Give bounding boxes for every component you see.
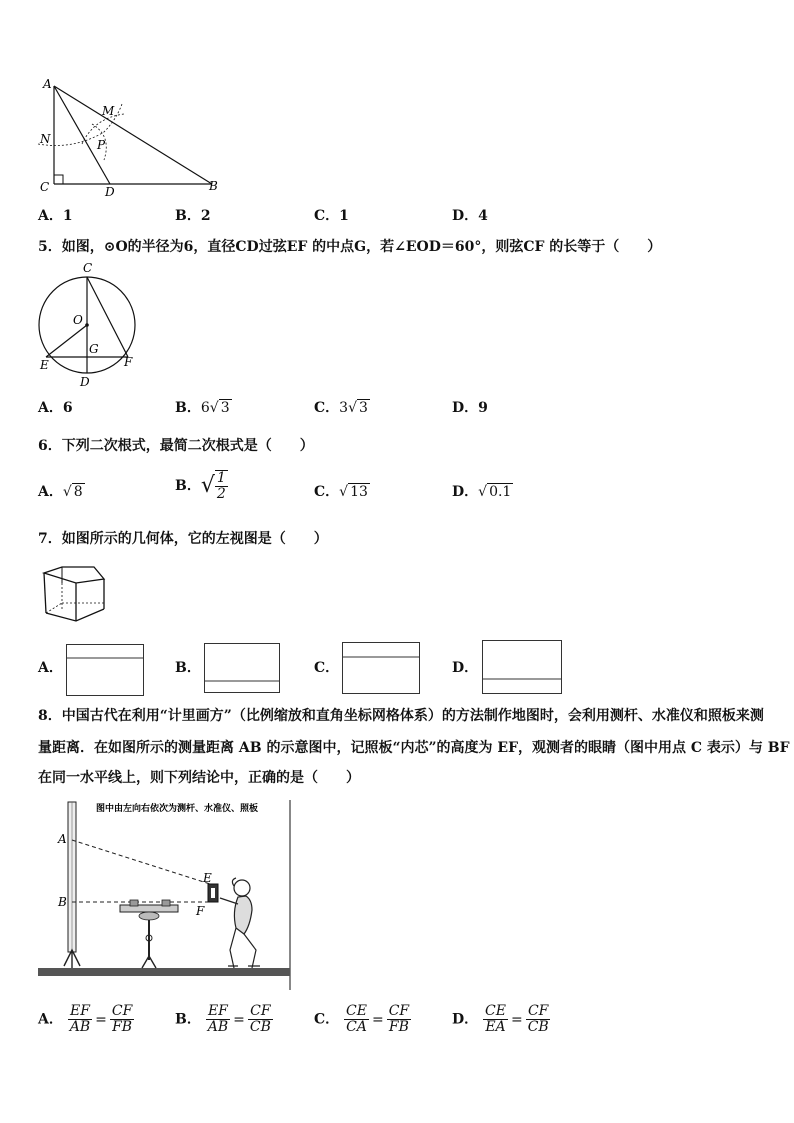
denominator: CA	[346, 1019, 367, 1035]
sqrt-fraction: √	[200, 473, 215, 498]
q7-option-b[interactable]: B．	[175, 660, 201, 676]
equals-sign: =	[233, 1011, 245, 1028]
q5-option-c[interactable]	[314, 398, 370, 418]
measuring-pole	[64, 802, 80, 968]
q8-option-a[interactable]	[38, 1004, 134, 1035]
label-e: E	[203, 871, 212, 885]
label-a: A	[43, 77, 52, 91]
fraction-left	[344, 1004, 369, 1035]
option-label: D．	[452, 1011, 479, 1028]
fraction-right	[526, 1004, 551, 1035]
fraction-left	[483, 1004, 508, 1035]
surveying-illustration	[38, 800, 294, 990]
sqrt-expression: √ 3	[209, 400, 230, 416]
top-face	[44, 567, 104, 583]
segment-eo	[46, 325, 87, 357]
q7-view-d	[482, 640, 562, 694]
q5-option-d[interactable]: D．9	[452, 400, 488, 416]
option-label: B．	[175, 1011, 201, 1028]
label-e: E	[40, 358, 49, 372]
option-label: C．	[314, 1011, 340, 1028]
figure-caption: 图中由左向右依次为测杆、水准仪、照板	[96, 804, 259, 814]
option-label: D．	[452, 484, 479, 500]
denominator: AB	[69, 1019, 91, 1035]
label-p: P	[97, 138, 106, 152]
q4-option-d[interactable]: D．4	[452, 208, 488, 224]
sqrt-expression: √ 8	[62, 484, 83, 500]
q6-question-text: 6．下列二次根式，最简二次根式是（ ）	[38, 438, 314, 454]
q8-option-b[interactable]	[175, 1004, 273, 1035]
center-dot	[85, 323, 89, 327]
right-angle-mark	[54, 175, 63, 184]
q5-option-a[interactable]: A．6	[38, 400, 73, 416]
radicand: 13	[350, 484, 368, 500]
q7-view-a	[66, 644, 144, 696]
triangle-construction-figure	[34, 74, 224, 200]
label-f: F	[124, 355, 133, 369]
denominator: AB	[207, 1019, 229, 1035]
equals-sign: =	[371, 1011, 384, 1028]
label-o: O	[73, 313, 83, 327]
q5-question-text: 5．如图，⊙O的半径为6，直径CD过弦EF 的中点G，若∠EOD＝60°，则弦CF 的长等于（ ）	[38, 239, 662, 255]
q8-option-c[interactable]	[314, 1004, 411, 1035]
label-m: M	[102, 104, 115, 118]
fraction-right	[110, 1004, 134, 1035]
numerator: EF	[69, 1003, 90, 1019]
q6-option-c[interactable]	[314, 482, 370, 502]
label-f: F	[196, 904, 205, 918]
sqrt-expression: √ 3	[348, 400, 368, 416]
q6-option-a[interactable]	[38, 482, 85, 502]
q8-question-line-3: 在同一水平线上，则下列结论中，正确的是（ ）	[38, 770, 360, 786]
numerator: CE	[485, 1003, 506, 1019]
q7-option-c[interactable]: C．	[314, 660, 340, 676]
denominator: 2	[216, 486, 226, 502]
option-label: C．	[314, 400, 340, 416]
denominator: CB	[527, 1019, 549, 1035]
segment-ad	[54, 86, 110, 184]
q7-question-text: 7．如图所示的几何体，它的左视图是（ ）	[38, 531, 328, 547]
numerator: EF	[207, 1003, 228, 1019]
label-g: G	[89, 342, 99, 356]
radicand: 0.1	[489, 484, 512, 500]
label-b: B	[209, 179, 218, 193]
fraction-left	[206, 1004, 230, 1035]
q8-question-line-1: 8．中国古代在利用“计里画方”（比例缩放和直角坐标网格体系）的方法制作地图时，会利用测杆、水准仪和照板来测	[38, 708, 764, 724]
label-c: C	[40, 180, 50, 194]
fraction	[215, 470, 228, 502]
sqrt-expression: √ 0.1	[478, 484, 512, 500]
sqrt-expression: √ 13	[339, 484, 368, 500]
segment-ab	[54, 86, 212, 184]
q6-option-d[interactable]	[452, 482, 513, 502]
option-label: A．	[38, 484, 63, 500]
numerator: CF	[111, 1003, 133, 1019]
equals-sign: =	[510, 1011, 523, 1028]
q4-option-a[interactable]: A．1	[38, 208, 73, 224]
denominator: EA	[485, 1019, 506, 1035]
coefficient: 6	[200, 400, 210, 416]
radicand: 3	[359, 400, 368, 416]
q8-question-line-2: 量距离．在如图所示的测量距离 AB 的示意图中，记照板“内芯”的高度为 EF，观测者的眼睛（图中用点 C 表示）与 BF	[38, 740, 790, 756]
denominator: CB	[249, 1019, 271, 1035]
coefficient: 3	[339, 400, 349, 416]
radicand: 8	[73, 484, 83, 500]
label-b: B	[58, 895, 67, 909]
q6-option-b[interactable]	[175, 470, 228, 502]
label-a: A	[58, 832, 67, 846]
numerator: CF	[388, 1003, 410, 1019]
fraction-right	[387, 1004, 411, 1035]
label-c: C	[83, 261, 93, 275]
observer-figure	[220, 878, 260, 968]
denominator: FB	[388, 1019, 409, 1035]
bottom-edges	[46, 609, 104, 621]
numerator: CF	[250, 1003, 271, 1019]
leveling-instrument	[120, 900, 178, 968]
q4-option-b[interactable]: B．2	[175, 208, 211, 224]
numerator: CF	[527, 1003, 549, 1019]
option-label: C．	[314, 484, 340, 500]
circle-figure	[30, 260, 142, 388]
q4-option-c[interactable]: C．1	[314, 208, 349, 224]
label-d: D	[105, 185, 115, 199]
sight-line-ae	[72, 840, 210, 884]
q7-view-c	[342, 642, 420, 694]
option-label: A．	[38, 1011, 63, 1028]
denominator: FB	[112, 1019, 133, 1035]
solid-geometry-figure	[40, 563, 108, 625]
radicand: 3	[220, 400, 230, 416]
q7-view-b	[204, 643, 280, 693]
q7-option-d[interactable]: D．	[452, 660, 479, 676]
numerator: 1	[216, 470, 226, 486]
ground	[38, 968, 290, 976]
equals-sign: =	[95, 1011, 107, 1028]
fraction-left	[68, 1004, 92, 1035]
option-label: B．	[175, 478, 201, 494]
q8-option-d[interactable]	[452, 1004, 551, 1035]
label-d: D	[80, 375, 90, 388]
q7-option-a[interactable]: A．	[38, 660, 63, 676]
label-n: N	[40, 132, 51, 146]
hidden-edge-3	[46, 603, 62, 613]
numerator: CE	[346, 1003, 367, 1019]
fraction-right	[248, 1004, 273, 1035]
option-label: B．	[175, 400, 201, 416]
q5-option-b[interactable]	[175, 398, 232, 418]
front-left-edge	[44, 573, 46, 613]
